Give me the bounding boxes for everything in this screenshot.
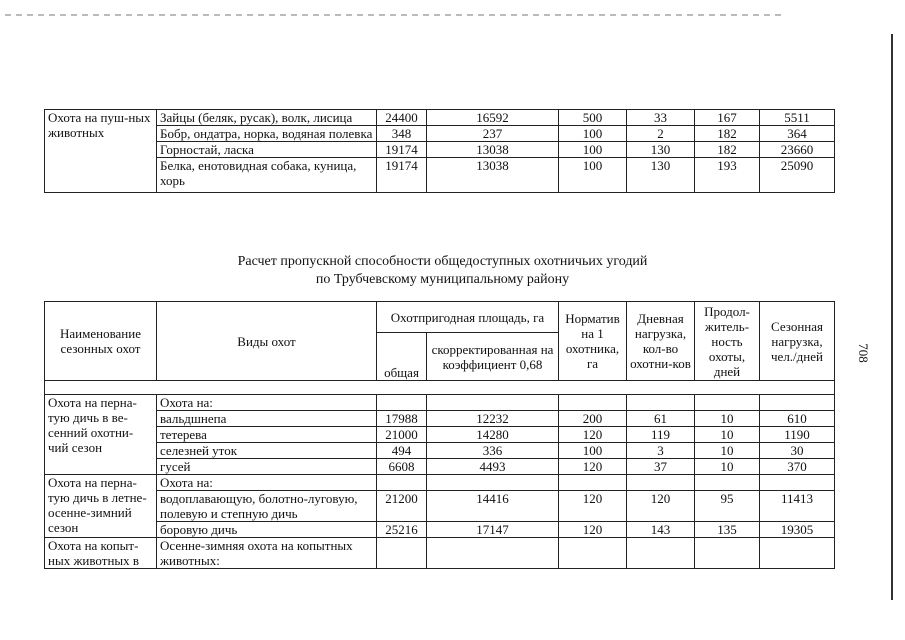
area-total-cell: 19174: [377, 142, 427, 158]
daily-cell: 61: [627, 411, 695, 427]
daily-cell: 33: [627, 110, 695, 126]
header-daily: Дневная нагрузка, кол-во охотни-ков: [627, 302, 695, 381]
duration-cell: 182: [695, 142, 760, 158]
seasonal-cell: 610: [760, 411, 835, 427]
duration-cell: 167: [695, 110, 760, 126]
page-number: 708: [855, 343, 871, 363]
header-area-total: общая: [377, 333, 427, 381]
table-row: [45, 110, 835, 126]
seasonal-cell: 25090: [760, 158, 835, 193]
norm-cell: 100: [559, 142, 627, 158]
group-cell: Охота на перна-тую дичь в летне- осенне-зимний сезон: [45, 475, 157, 538]
norm-cell: 120: [559, 491, 627, 522]
table-row: [45, 126, 835, 142]
table-row: [45, 395, 835, 411]
seasonal-cell: 5511: [760, 110, 835, 126]
kind-cell: Горностай, ласка: [157, 142, 377, 158]
duration-cell: 10: [695, 427, 760, 443]
daily-cell: 2: [627, 126, 695, 142]
header-duration: Продол-житель-ность охоты, дней: [695, 302, 760, 381]
daily-cell: 143: [627, 522, 695, 538]
norm-cell: 500: [559, 110, 627, 126]
table-row: [45, 475, 835, 491]
norm-cell: 120: [559, 522, 627, 538]
table-row: [45, 491, 835, 522]
group-cell: Охота на перна-тую дичь в ве-сенний охотни-чий сезон: [45, 395, 157, 475]
kind-cell: Бобр, ондатра, норка, водяная полевка: [157, 126, 377, 142]
area-corrected-cell: 12232: [427, 411, 559, 427]
title-line-1: Расчет пропускной способности общедоступных охотничьих угодий: [237, 254, 648, 269]
area-total-cell: 24400: [377, 110, 427, 126]
spacer-row: [45, 381, 835, 395]
area-corrected-cell: 237: [427, 126, 559, 142]
area-corrected-cell: 16592: [427, 110, 559, 126]
table-row: [45, 427, 835, 443]
area-total-cell: 494: [377, 443, 427, 459]
seasonal-cell: 1190: [760, 427, 835, 443]
header-seasonal: Сезонная нагрузка, чел./дней: [760, 302, 835, 381]
area-total-cell: 25216: [377, 522, 427, 538]
table-row: [45, 142, 835, 158]
area-corrected-cell: 14280: [427, 427, 559, 443]
faded-header-text: [5, 14, 785, 16]
table-row: [45, 158, 835, 193]
kind-cell: селезней уток: [157, 443, 377, 459]
seasonal-cell: 11413: [760, 491, 835, 522]
norm-cell: 200: [559, 411, 627, 427]
kind-cell: Осенне-зимняя охота на копытных животных:: [157, 538, 377, 569]
page-edge-line: [891, 34, 893, 600]
area-total-cell: 21000: [377, 427, 427, 443]
table-row: [45, 522, 835, 538]
daily-cell: 120: [627, 491, 695, 522]
table-row: [45, 443, 835, 459]
kind-cell: Белка, енотовидная собака, куница, хорь: [157, 158, 377, 193]
table-row: [45, 538, 835, 569]
area-total-cell: 6608: [377, 459, 427, 475]
area-total-cell: 21200: [377, 491, 427, 522]
header-norm: Норматив на 1 охотника, га: [559, 302, 627, 381]
daily-cell: 119: [627, 427, 695, 443]
norm-cell: 120: [559, 459, 627, 475]
kind-cell: вальдшнепа: [157, 411, 377, 427]
seasonal-cell: 370: [760, 459, 835, 475]
norm-cell: 100: [559, 158, 627, 193]
duration-cell: 135: [695, 522, 760, 538]
duration-cell: 193: [695, 158, 760, 193]
duration-cell: 10: [695, 459, 760, 475]
capacity-table: [44, 301, 835, 569]
duration-cell: 10: [695, 443, 760, 459]
header-row: [45, 302, 835, 333]
kind-cell: Зайцы (беляк, русак), волк, лисица: [157, 110, 377, 126]
area-corrected-cell: 13038: [427, 158, 559, 193]
table-row: [45, 459, 835, 475]
area-corrected-cell: 13038: [427, 142, 559, 158]
fur-animals-table: [44, 109, 835, 193]
area-corrected-cell: 4493: [427, 459, 559, 475]
area-corrected-cell: 336: [427, 443, 559, 459]
daily-cell: 37: [627, 459, 695, 475]
header-area: Охотпригодная площадь, га: [377, 302, 559, 333]
area-corrected-cell: 17147: [427, 522, 559, 538]
kind-cell: водоплавающую, болотно-луговую, полевую и степную дичь: [157, 491, 377, 522]
header-season-name: Наименование сезонных охот: [45, 302, 157, 381]
duration-cell: 182: [695, 126, 760, 142]
header-kinds: Виды охот: [157, 302, 377, 381]
kind-cell: гусей: [157, 459, 377, 475]
duration-cell: 10: [695, 411, 760, 427]
seasonal-cell: 23660: [760, 142, 835, 158]
seasonal-cell: 19305: [760, 522, 835, 538]
area-total-cell: 348: [377, 126, 427, 142]
seasonal-cell: 364: [760, 126, 835, 142]
header-area-corrected: скорректированная на коэффициент 0,68: [427, 333, 559, 381]
seasonal-cell: 30: [760, 443, 835, 459]
area-corrected-cell: 14416: [427, 491, 559, 522]
area-total-cell: 19174: [377, 158, 427, 193]
area-total-cell: 17988: [377, 411, 427, 427]
group-cell: Охота на копыт-ных животных в: [45, 538, 157, 569]
kind-cell: боровую дичь: [157, 522, 377, 538]
duration-cell: 95: [695, 491, 760, 522]
daily-cell: 3: [627, 443, 695, 459]
group-cell: Охота на пуш-ных животных: [45, 110, 157, 193]
table-row: [45, 411, 835, 427]
norm-cell: 100: [559, 126, 627, 142]
page-title: [0, 253, 885, 289]
title-line-2: по Трубчевскому муниципальному району: [315, 272, 570, 287]
kind-cell: тетерева: [157, 427, 377, 443]
daily-cell: 130: [627, 158, 695, 193]
subtitle-cell: Охота на:: [157, 475, 377, 491]
norm-cell: 120: [559, 427, 627, 443]
daily-cell: 130: [627, 142, 695, 158]
subtitle-cell: Охота на:: [157, 395, 377, 411]
norm-cell: 100: [559, 443, 627, 459]
